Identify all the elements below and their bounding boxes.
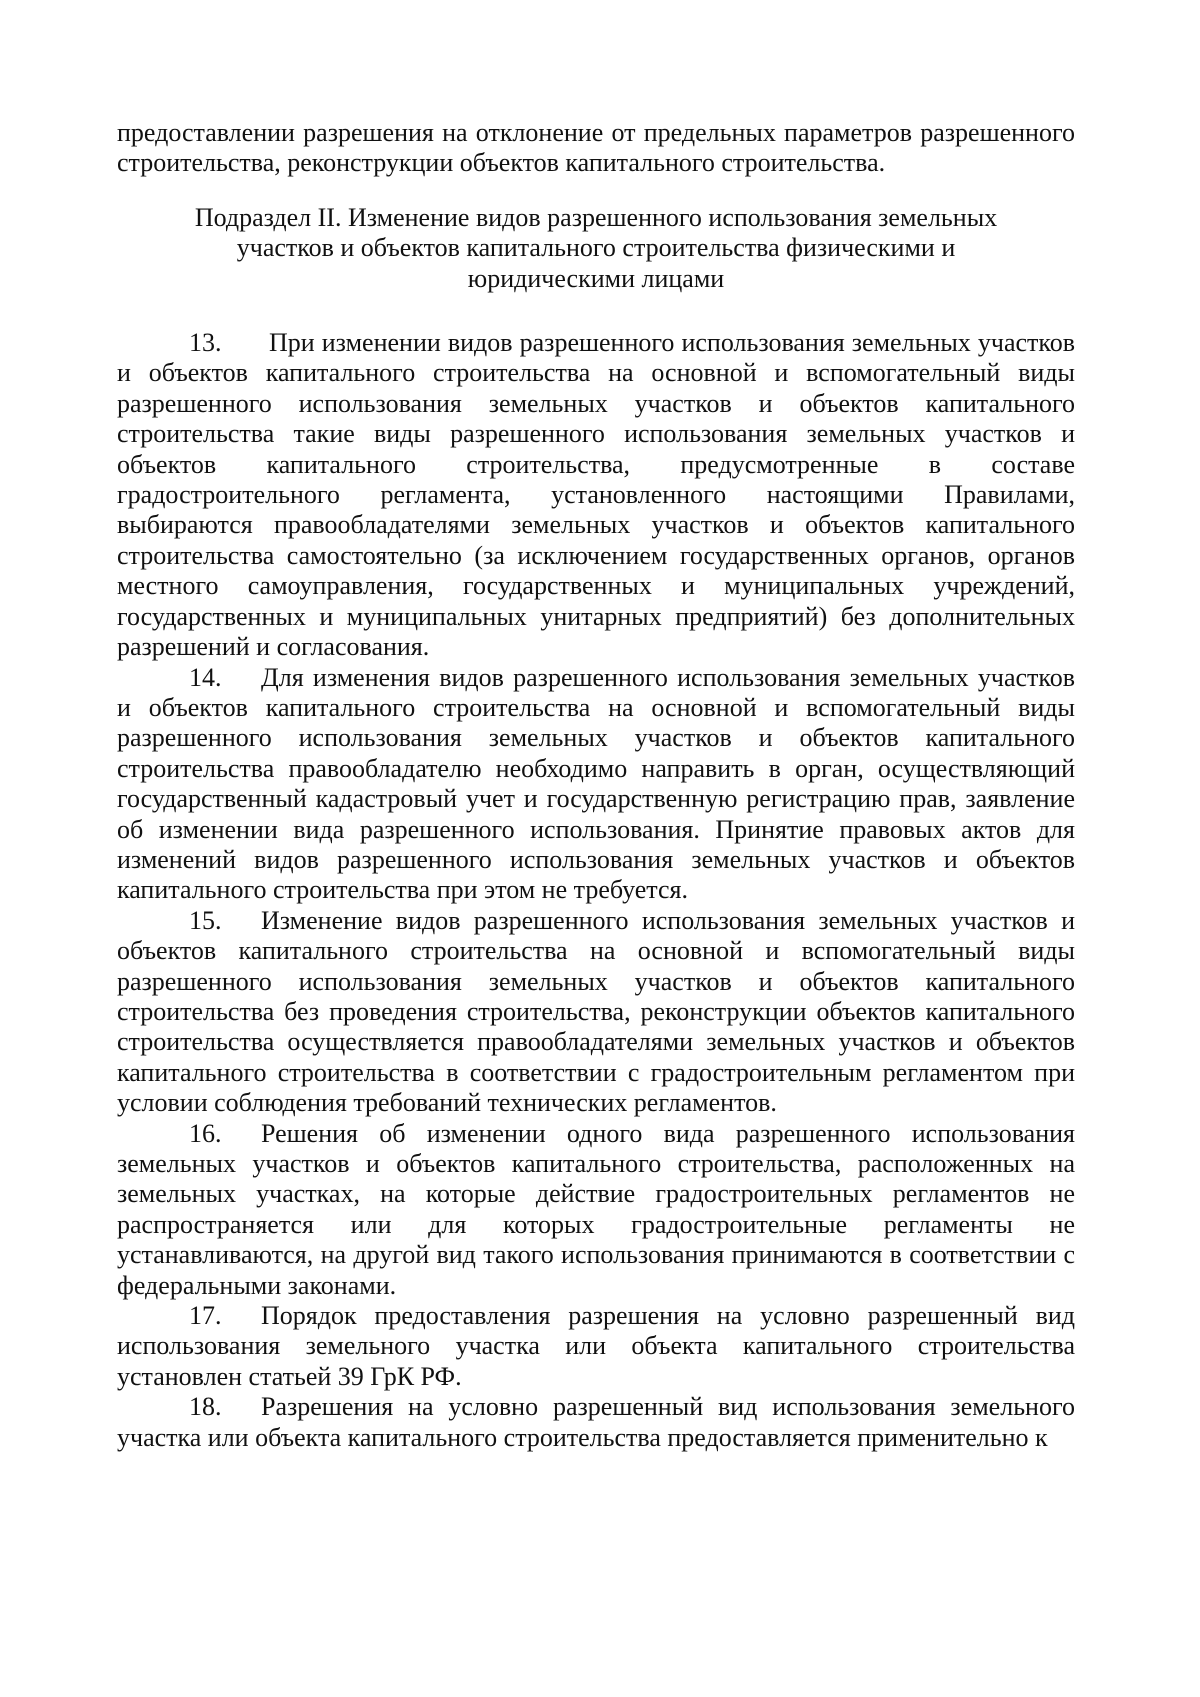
paragraph-number: 18. xyxy=(189,1392,222,1422)
paragraph-text: Порядок предоставления разрешения на условно разрешенный вид использования земельного участка или объекта капитального строительства установлен статьей 39 ГрК РФ. xyxy=(117,1301,1075,1391)
paragraph-number: 14. xyxy=(189,662,222,692)
paragraph-16 xyxy=(117,1119,1075,1301)
paragraph-17 xyxy=(117,1301,1075,1392)
document-page xyxy=(117,118,1075,1453)
intro-text: предоставлении разрешения на отклонение от предельных параметров разрешенного строительства, реконструкции объектов капитального строительства. xyxy=(117,118,1075,178)
paragraph-text: Разрешения на условно разрешенный вид использования земельного участка или объекта капитального строительства предоставляется применительно к xyxy=(117,1392,1075,1452)
paragraph-number: 16. xyxy=(189,1118,222,1148)
subsection-title: Подраздел II. Изменение видов разрешенного использования земельных участков и объектов капитального строительства физическими и юридическими лицами xyxy=(194,202,998,293)
paragraph-number: 15. xyxy=(189,905,222,935)
paragraph-number: 13. xyxy=(189,328,222,358)
paragraph-15 xyxy=(117,906,1075,1119)
paragraph-18 xyxy=(117,1392,1075,1453)
paragraph-text: Решения об изменении одного вида разрешенного использования земельных участков и объектов капитального строительства, расположенных на земельных участках, на которые действие градостроительных регламентов не распространяется или для которых градостроительные регламенты не устанавливаются, на другой вид такого использования принимаются в соответствии с федеральными законами. xyxy=(117,1118,1075,1300)
paragraph-text: Для изменения видов разрешенного использования земельных участков и объектов капитального строительства на основной и вспомогательный виды разрешенного использования земельных участков и объектов капитального строительства правообладателю необходимо направить в орган, осуществляющий государственный кадастровый учет и государственную регистрацию прав, заявление об изменении вида разрешенного использования. Принятие правовых актов для изменений видов разрешенного использования земельных участков и объектов капитального строительства при этом не требуется. xyxy=(117,662,1075,905)
paragraph-text: При изменении видов разрешенного использования земельных участков и объектов капитального строительства на основной и вспомогательный виды разрешенного использования земельных участков и объектов капитального строительства такие виды разрешенного использования земельных участков и объектов капитального строительства, предусмотренные в составе градостроительного регламента, установленного настоящими Правилами, выбираются правообладателями земельных участков и объектов капитального строительства самостоятельно (за исключением государственных органов, органов местного самоуправления, государственных и муниципальных учреждений, государственных и муниципальных унитарных предприятий) без дополнительных разрешений и согласования. xyxy=(117,328,1075,662)
paragraph-number: 17. xyxy=(189,1301,222,1331)
paragraph-13 xyxy=(117,328,1075,662)
paragraph-text: Изменение видов разрешенного использования земельных участков и объектов капитального строительства на основной и вспомогательный виды разрешенного использования земельных участков и объектов капитального строительства без проведения строительства, реконструкции объектов капитального строительства осуществляется правообладателями земельных участков и объектов капитального строительства в соответствии с градостроительным регламентом при условии соблюдения требований технических регламентов. xyxy=(117,905,1075,1118)
paragraph-14 xyxy=(117,663,1075,906)
